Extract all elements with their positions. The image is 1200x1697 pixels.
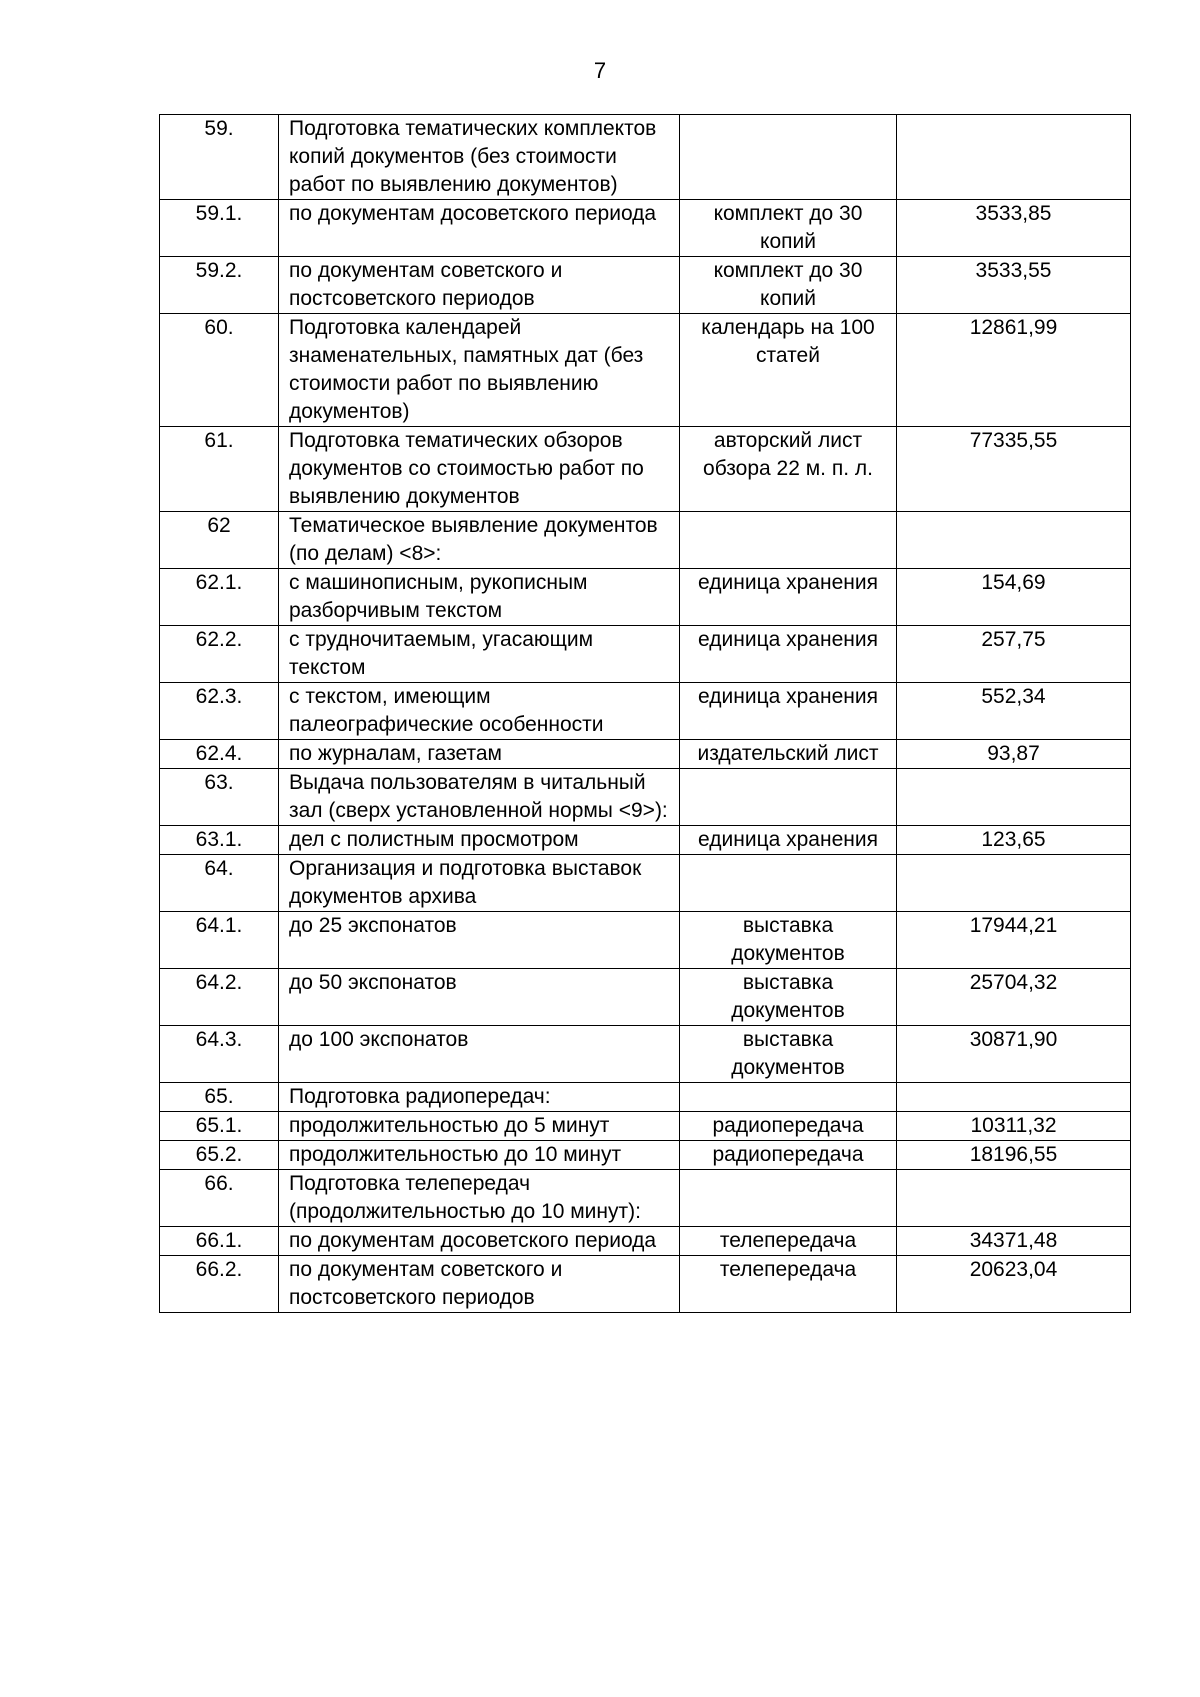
unit-of-measure: единица хранения (680, 826, 897, 855)
unit-of-measure: выставка документов (680, 1026, 897, 1083)
row-number: 59.2. (160, 257, 279, 314)
row-number: 60. (160, 314, 279, 427)
unit-of-measure (680, 115, 897, 200)
row-number: 63.1. (160, 826, 279, 855)
service-name: дел с полистным просмотром (279, 826, 680, 855)
row-number: 65. (160, 1083, 279, 1112)
unit-of-measure (680, 1083, 897, 1112)
service-name: по документам советского и постсоветского периодов (279, 1256, 680, 1313)
table-row (160, 912, 1131, 969)
service-name: Подготовка тематических обзоров документов со стоимостью работ по выявлению документов (279, 427, 680, 512)
table-row (160, 569, 1131, 626)
price-value: 10311,32 (897, 1112, 1131, 1141)
service-name: с текстом, имеющим палеографические особенности (279, 683, 680, 740)
price-value: 34371,48 (897, 1227, 1131, 1256)
unit-of-measure: единица хранения (680, 626, 897, 683)
unit-of-measure: комплект до 30 копий (680, 200, 897, 257)
service-name: Подготовка тематических комплектов копий документов (без стоимости работ по выявлению документов) (279, 115, 680, 200)
price-value: 18196,55 (897, 1141, 1131, 1170)
service-name: по документам досоветского периода (279, 1227, 680, 1256)
row-number: 59.1. (160, 200, 279, 257)
row-number: 62.3. (160, 683, 279, 740)
price-value (897, 115, 1131, 200)
service-name: до 25 экспонатов (279, 912, 680, 969)
row-number: 59. (160, 115, 279, 200)
price-value: 257,75 (897, 626, 1131, 683)
table-row (160, 1227, 1131, 1256)
table-row (160, 1083, 1131, 1112)
unit-of-measure (680, 512, 897, 569)
unit-of-measure: единица хранения (680, 569, 897, 626)
price-value: 12861,99 (897, 314, 1131, 427)
price-value: 77335,55 (897, 427, 1131, 512)
price-value: 552,34 (897, 683, 1131, 740)
service-name: Подготовка радиопередач: (279, 1083, 680, 1112)
table-row (160, 969, 1131, 1026)
table-row (160, 1112, 1131, 1141)
row-number: 62 (160, 512, 279, 569)
price-value: 17944,21 (897, 912, 1131, 969)
price-value: 154,69 (897, 569, 1131, 626)
unit-of-measure: календарь на 100 статей (680, 314, 897, 427)
row-number: 64.2. (160, 969, 279, 1026)
unit-of-measure: телепередача (680, 1256, 897, 1313)
unit-of-measure: издательский лист (680, 740, 897, 769)
price-value (897, 855, 1131, 912)
table-row (160, 740, 1131, 769)
table-row (160, 512, 1131, 569)
table-row (160, 826, 1131, 855)
table-row (160, 314, 1131, 427)
service-name: Подготовка календарей знаменательных, памятных дат (без стоимости работ по выявлению документов) (279, 314, 680, 427)
table-row (160, 200, 1131, 257)
row-number: 61. (160, 427, 279, 512)
unit-of-measure: единица хранения (680, 683, 897, 740)
row-number: 65.2. (160, 1141, 279, 1170)
table-row (160, 626, 1131, 683)
row-number: 66. (160, 1170, 279, 1227)
row-number: 64.1. (160, 912, 279, 969)
service-name: до 50 экспонатов (279, 969, 680, 1026)
service-name: продолжительностью до 10 минут (279, 1141, 680, 1170)
service-name: по документам досоветского периода (279, 200, 680, 257)
table-row (160, 855, 1131, 912)
price-value: 3533,85 (897, 200, 1131, 257)
unit-of-measure (680, 1170, 897, 1227)
unit-of-measure: телепередача (680, 1227, 897, 1256)
table-row (160, 115, 1131, 200)
row-number: 66.1. (160, 1227, 279, 1256)
price-value (897, 512, 1131, 569)
unit-of-measure: авторский лист обзора 22 м. п. л. (680, 427, 897, 512)
service-name: до 100 экспонатов (279, 1026, 680, 1083)
service-name: Организация и подготовка выставок документов архива (279, 855, 680, 912)
unit-of-measure: выставка документов (680, 969, 897, 1026)
row-number: 62.1. (160, 569, 279, 626)
table-row (160, 769, 1131, 826)
service-name: Выдача пользователям в читальный зал (сверх установленной нормы <9>): (279, 769, 680, 826)
price-value: 123,65 (897, 826, 1131, 855)
row-number: 66.2. (160, 1256, 279, 1313)
unit-of-measure: радиопередача (680, 1112, 897, 1141)
service-name: по документам советского и постсоветского периодов (279, 257, 680, 314)
price-table (159, 114, 1131, 1313)
price-value: 20623,04 (897, 1256, 1131, 1313)
service-name: продолжительностью до 5 минут (279, 1112, 680, 1141)
table-row (160, 683, 1131, 740)
row-number: 62.4. (160, 740, 279, 769)
price-value: 30871,90 (897, 1026, 1131, 1083)
table-row (160, 427, 1131, 512)
price-value: 25704,32 (897, 969, 1131, 1026)
price-value (897, 769, 1131, 826)
service-name: Подготовка телепередач (продолжительностью до 10 минут): (279, 1170, 680, 1227)
row-number: 64. (160, 855, 279, 912)
service-name: с машинописным, рукописным разборчивым текстом (279, 569, 680, 626)
price-value: 93,87 (897, 740, 1131, 769)
unit-of-measure (680, 769, 897, 826)
unit-of-measure: выставка документов (680, 912, 897, 969)
table-row (160, 257, 1131, 314)
unit-of-measure: комплект до 30 копий (680, 257, 897, 314)
page-number: 7 (593, 58, 607, 83)
table-row (160, 1026, 1131, 1083)
table-row (160, 1170, 1131, 1227)
table-row (160, 1256, 1131, 1313)
unit-of-measure: радиопередача (680, 1141, 897, 1170)
price-value: 3533,55 (897, 257, 1131, 314)
price-value (897, 1170, 1131, 1227)
row-number: 64.3. (160, 1026, 279, 1083)
row-number: 62.2. (160, 626, 279, 683)
table-row (160, 1141, 1131, 1170)
row-number: 63. (160, 769, 279, 826)
service-name: Тематическое выявление документов (по делам) <8>: (279, 512, 680, 569)
unit-of-measure (680, 855, 897, 912)
price-value (897, 1083, 1131, 1112)
row-number: 65.1. (160, 1112, 279, 1141)
service-name: по журналам, газетам (279, 740, 680, 769)
service-name: с трудночитаемым, угасающим текстом (279, 626, 680, 683)
